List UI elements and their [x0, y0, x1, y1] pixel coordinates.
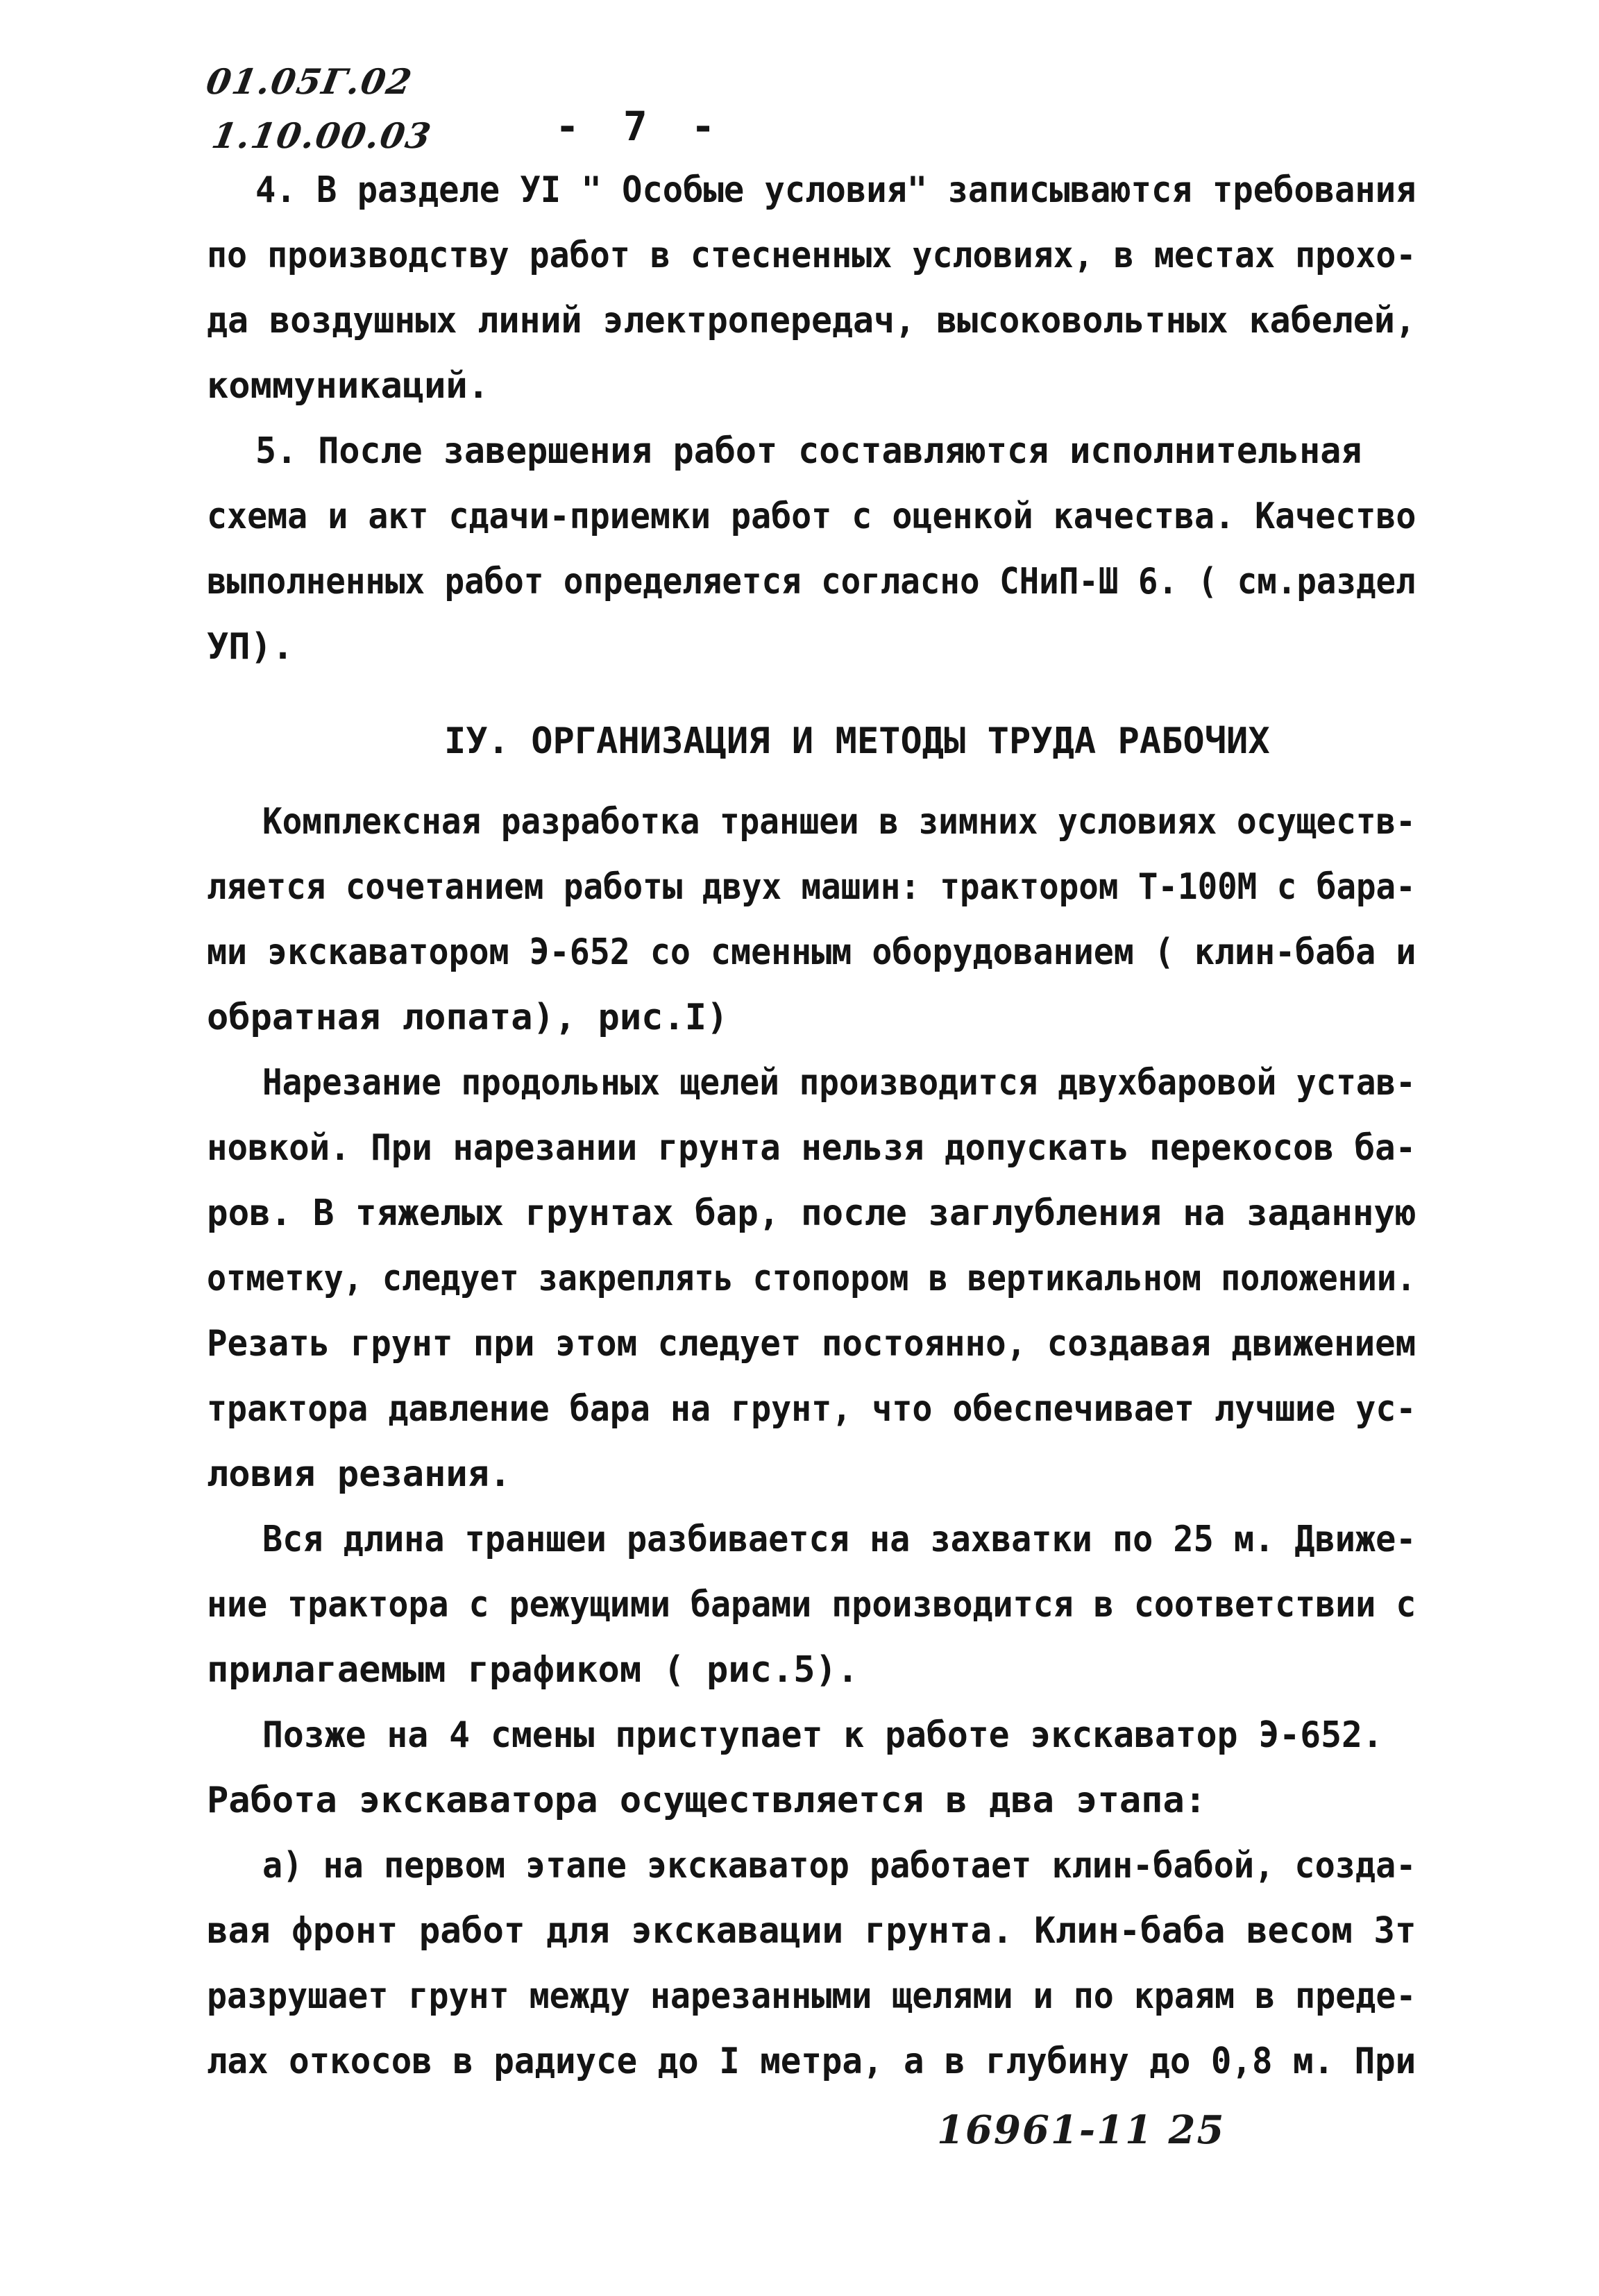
paragraph-line: отметку, следует закреплять стопором в вертикальном положении. — [207, 1258, 1416, 1299]
paragraph-line: ляется сочетанием работы двух машин: трактором Т-100М с бара- — [207, 866, 1416, 908]
page-number: - 7 - — [555, 103, 725, 150]
paragraph-line: коммуникаций. — [207, 365, 489, 407]
paragraph-line: новкой. При нарезании грунта нельзя допускать перекосов ба- — [207, 1127, 1416, 1169]
paragraph-line: трактора давление бара на грунт, что обеспечивает лучшие ус- — [207, 1388, 1416, 1430]
paragraph-line: ние трактора с режущими барами производится в соответствии с — [207, 1584, 1416, 1626]
paragraph-line: УП). — [207, 626, 294, 668]
paragraph-line: выполненных работ определяется согласно СНиП-Ш 6. ( см.раздел — [207, 561, 1416, 602]
paragraph-line: Резать грунт при этом следует постоянно, создавая движением — [207, 1323, 1416, 1365]
paragraph-line: Позже на 4 смены приступает к работе экскаватор Э-652. — [262, 1714, 1383, 1756]
paragraph-line: а) на первом этапе экскаватор работает клин-бабой, созда- — [262, 1845, 1416, 1886]
paragraph-line: обратная лопата), рис.I) — [207, 997, 729, 1038]
paragraph-line: по производству работ в стесненных условиях, в местах прохо- — [207, 235, 1416, 276]
paragraph-line: разрушает грунт между нарезанными щелями и по краям в преде- — [207, 1975, 1416, 2017]
document-code-2: 1.10.00.03 — [208, 115, 435, 156]
paragraph-line: 5. После завершения работ составляются исполнительная — [255, 430, 1362, 472]
paragraph-line: 4. В разделе УI " Особые условия" записываются требования — [255, 169, 1416, 211]
handwritten-note: 16961-11 25 — [937, 2107, 1226, 2153]
paragraph-line: да воздушных линий электропередач, высоковольтных кабелей, — [207, 300, 1416, 341]
paragraph-line: ров. В тяжелых грунтах бар, после заглубления на заданную — [207, 1192, 1416, 1234]
paragraph-line: Работа экскаватора осуществляется в два этапа: — [207, 1780, 1207, 1821]
paragraph-line: Комплексная разработка траншеи в зимних условиях осуществ- — [262, 801, 1416, 843]
document-code-1: 01.05Г.02 — [203, 61, 416, 102]
paragraph-line: схема и акт сдачи-приемки работ с оценкой качества. Качество — [207, 496, 1416, 537]
paragraph-line: ловия резания. — [207, 1453, 511, 1495]
paragraph-line: ми экскаватором Э-652 со сменным оборудованием ( клин-баба и — [207, 931, 1416, 973]
paragraph-line: Нарезание продольных щелей производится двухбаровой устав- — [262, 1062, 1416, 1104]
paragraph-line: прилагаемым графиком ( рис.5). — [207, 1649, 859, 1691]
paragraph-line: лах откосов в радиусе до I метра, а в глубину до 0,8 м. При — [207, 2041, 1416, 2082]
paragraph-line: вая фронт работ для экскавации грунта. Клин-баба весом 3т — [207, 1910, 1416, 1952]
section-heading: IУ. ОРГАНИЗАЦИЯ И МЕТОДЫ ТРУДА РАБОЧИХ — [444, 720, 1270, 762]
paragraph-line: Вся длина траншеи разбивается на захватки по 25 м. Движе- — [262, 1519, 1416, 1560]
